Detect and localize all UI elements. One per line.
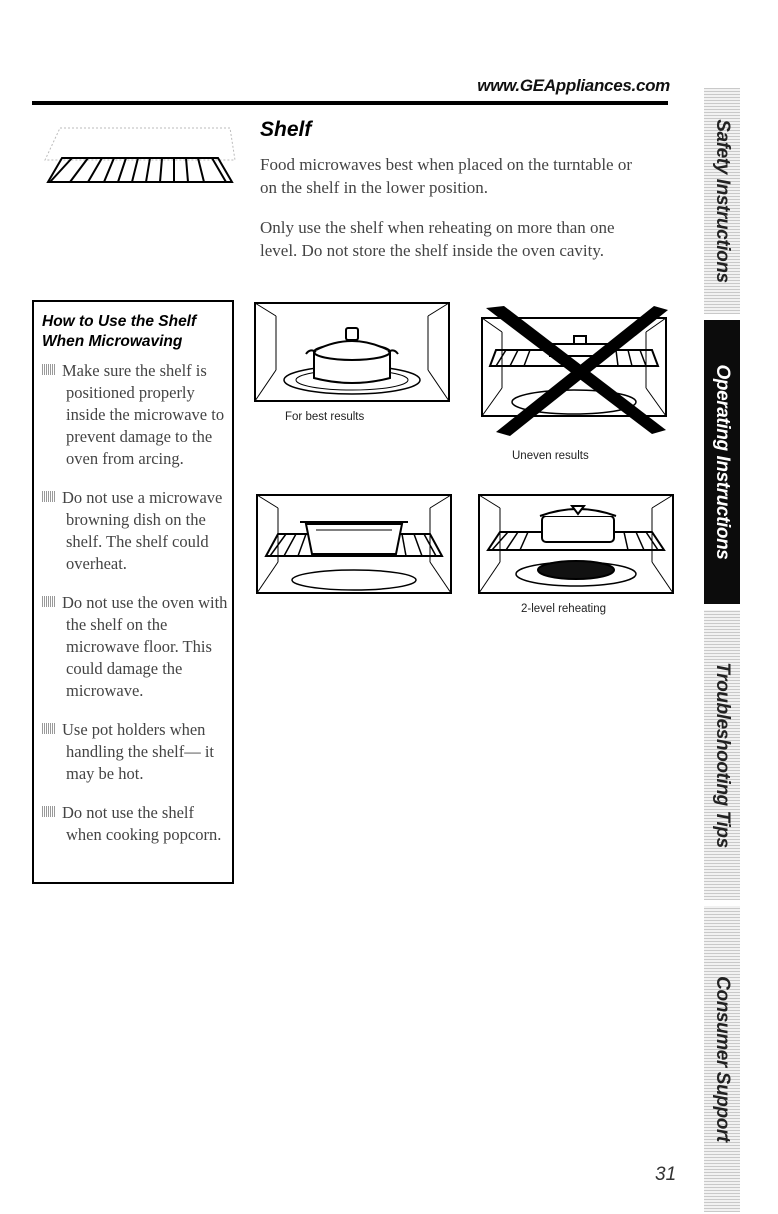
tab-operating-instructions[interactable] bbox=[704, 320, 740, 604]
shelf-tips-box bbox=[32, 300, 234, 884]
tab-safety-instructions[interactable] bbox=[704, 88, 740, 314]
tab-label: Safety Instructions bbox=[712, 119, 733, 283]
section-title: Shelf bbox=[260, 118, 312, 141]
two-level-reheating-illustration bbox=[478, 494, 674, 594]
header-rule bbox=[32, 101, 668, 105]
tab-label: Troubleshooting Tips bbox=[712, 662, 733, 848]
two-level-shelf-illustration bbox=[256, 494, 452, 594]
tab-consumer-support[interactable] bbox=[704, 906, 740, 1212]
tip-item bbox=[42, 719, 232, 785]
bullet-icon bbox=[42, 723, 56, 734]
tip-item bbox=[42, 360, 232, 470]
tip-text: Use pot holders when handling the shelf— it may be hot. bbox=[62, 720, 215, 783]
website-url[interactable]: www.GEAppliances.com bbox=[477, 76, 670, 95]
tip-text: Make sure the shelf is positioned properly inside the microwave to prevent damage to the oven from arcing. bbox=[62, 361, 225, 468]
tip-text: Do not use the shelf when cooking popcorn. bbox=[62, 803, 222, 844]
bullet-icon bbox=[42, 491, 56, 502]
section-tabs bbox=[704, 88, 740, 1212]
two-level-caption: 2-level reheating bbox=[521, 603, 607, 615]
sidebox-title: How to Use the Shelf When Microwaving bbox=[42, 313, 197, 350]
uneven-results-caption: Uneven results bbox=[512, 450, 589, 462]
tab-label: Consumer Support bbox=[712, 976, 733, 1142]
best-results-caption: For best results bbox=[285, 411, 365, 423]
tip-item bbox=[42, 802, 232, 846]
tip-text: Do not use a microwave browning dish on the shelf. The shelf could overheat. bbox=[62, 488, 223, 573]
tip-item bbox=[42, 487, 232, 575]
intro-paragraph: Food microwaves best when placed on the turntable or on the shelf in the lower position. bbox=[260, 155, 633, 197]
bullet-icon bbox=[42, 364, 56, 375]
tab-troubleshooting-tips[interactable] bbox=[704, 610, 740, 900]
bullet-icon bbox=[42, 596, 56, 607]
tip-item bbox=[42, 592, 232, 702]
uneven-results-illustration bbox=[476, 298, 672, 438]
bullet-icon bbox=[42, 806, 56, 817]
tips-list bbox=[42, 360, 232, 863]
tab-label: Operating Instructions bbox=[712, 364, 733, 560]
shelf-illustration bbox=[40, 120, 240, 190]
best-results-illustration bbox=[254, 302, 450, 402]
page-number: 31 bbox=[655, 1164, 677, 1185]
tip-text: Do not use the oven with the shelf on the microwave floor. This could damage the microwave. bbox=[62, 593, 228, 700]
usage-paragraph: Only use the shelf when reheating on more than one level. Do not store the shelf inside the oven cavity. bbox=[260, 218, 615, 260]
